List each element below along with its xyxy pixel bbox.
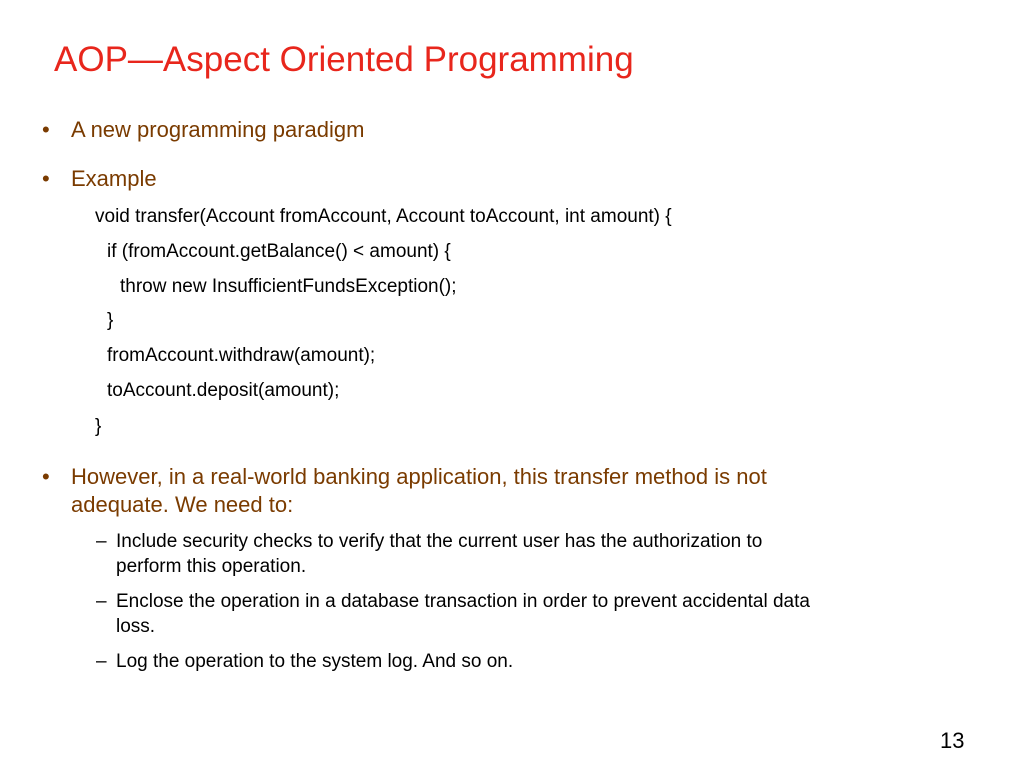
code-line: void transfer(Account fromAccount, Account toAccount, int amount) {: [95, 206, 672, 227]
sub-item-text-line1: Enclose the operation in a database transaction in order to prevent accidental data: [116, 591, 810, 612]
sub-item-text-line2: perform this operation.: [116, 556, 307, 577]
bullet-text-line2: adequate. We need to:: [71, 492, 294, 517]
code-line: }: [107, 310, 114, 331]
sub-item-text-line1: Include security checks to verify that the current user has the authorization to: [116, 531, 763, 552]
dash-icon: –: [96, 651, 107, 672]
bullet-text: A new programming paradigm: [71, 117, 365, 142]
bullet-icon: •: [42, 464, 50, 489]
sub-item-text-line1: Log the operation to the system log. And so on.: [116, 651, 514, 672]
slide-title: AOP—Aspect Oriented Programming: [54, 40, 634, 79]
code-line: if (fromAccount.getBalance() < amount) {: [107, 241, 451, 262]
dash-icon: –: [96, 531, 107, 552]
sub-item-text-line2: loss.: [116, 616, 156, 637]
bullet-icon: •: [42, 166, 50, 191]
bullet-text-line1: However, in a real-world banking application, this transfer method is not: [71, 464, 767, 489]
bullet-text: Example: [71, 166, 157, 191]
bullet-icon: •: [42, 117, 50, 142]
page-number: 13: [940, 728, 965, 753]
dash-icon: –: [96, 591, 107, 612]
code-line: throw new InsufficientFundsException();: [120, 276, 457, 297]
code-line: toAccount.deposit(amount);: [107, 380, 340, 401]
code-line: fromAccount.withdraw(amount);: [107, 345, 376, 366]
code-line: }: [95, 416, 102, 437]
